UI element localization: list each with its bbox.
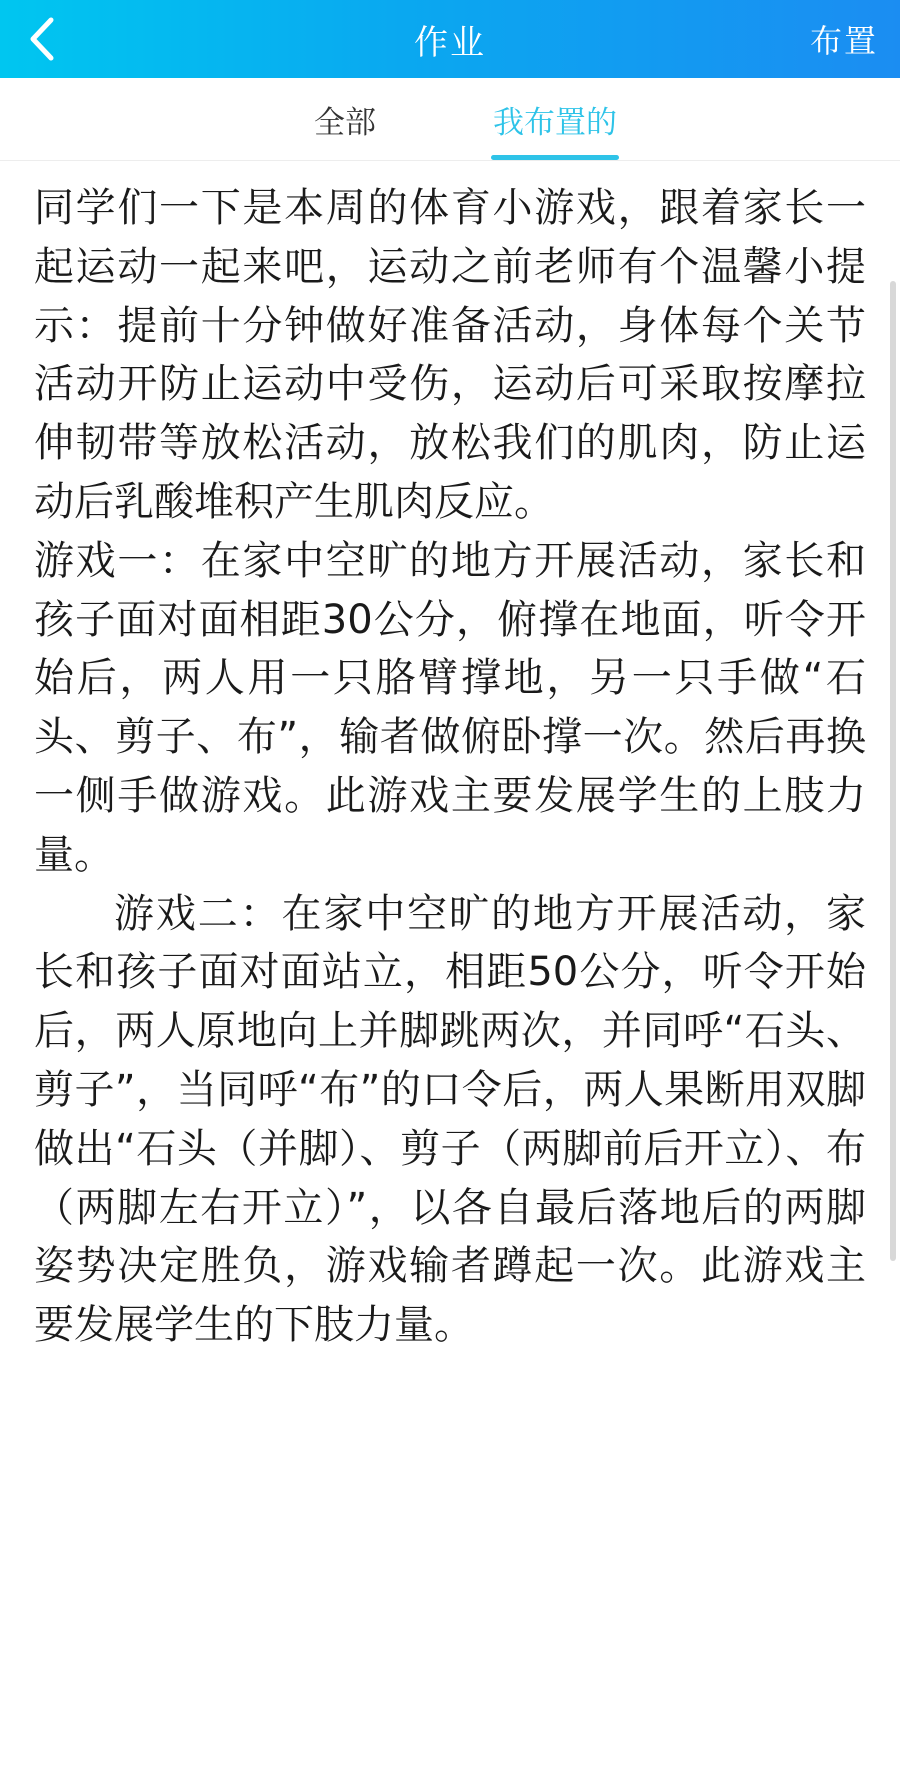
- tab-bar: [0, 78, 900, 161]
- content-paragraph: 游戏二：在家中空旷的地方开展活动，家长和孩子面对面站立，相距50公分，听令开始后，两人原地向上并脚跳两次，并同呼“石头、剪子”，当同呼“布”的口令后，两人果断用双脚做出“石头（并脚）、剪子（两脚前后开立）、布（两脚左右开立）”，以各自最后落地后的两脚姿势决定胜负，游戏输者蹲起一次。此游戏主要发展学生的下肢力量。: [34, 890, 866, 1349]
- tab-my-assigned[interactable]: 我布置的: [450, 78, 660, 160]
- content-paragraph: 同学们一下是本周的体育小游戏，跟着家长一起运动一起来吧，运动之前老师有个温馨小提示：提前十分钟做好准备活动，身体每个关节活动开防止运动中受伤，运动后可采取按摩拉伸韧带等放松活动，放松我们的肌肉，防止运动后乳酸堆积产生肌肉反应。: [34, 185, 866, 525]
- assign-homework-button[interactable]: 布置: [809, 23, 878, 59]
- content-paragraph: 游戏一：在家中空旷的地方开展活动，家长和孩子面对面相距30公分，俯撑在地面，听令开始后，两人用一只胳臂撑地，另一只手做“石头、剪子、布”，输者做俯卧撑一次。然后再换一侧手做游戏。此游戏主要发展学生的上肢力量。: [34, 537, 866, 878]
- tab-all[interactable]: 全部: [314, 104, 376, 140]
- top-navigation-bar: [0, 0, 900, 78]
- back-button[interactable]: [18, 15, 66, 63]
- page-title: 作业: [414, 23, 486, 62]
- scrollbar[interactable]: [890, 281, 896, 1261]
- homework-content-area[interactable]: [0, 161, 900, 1767]
- chevron-left-icon: [27, 15, 57, 63]
